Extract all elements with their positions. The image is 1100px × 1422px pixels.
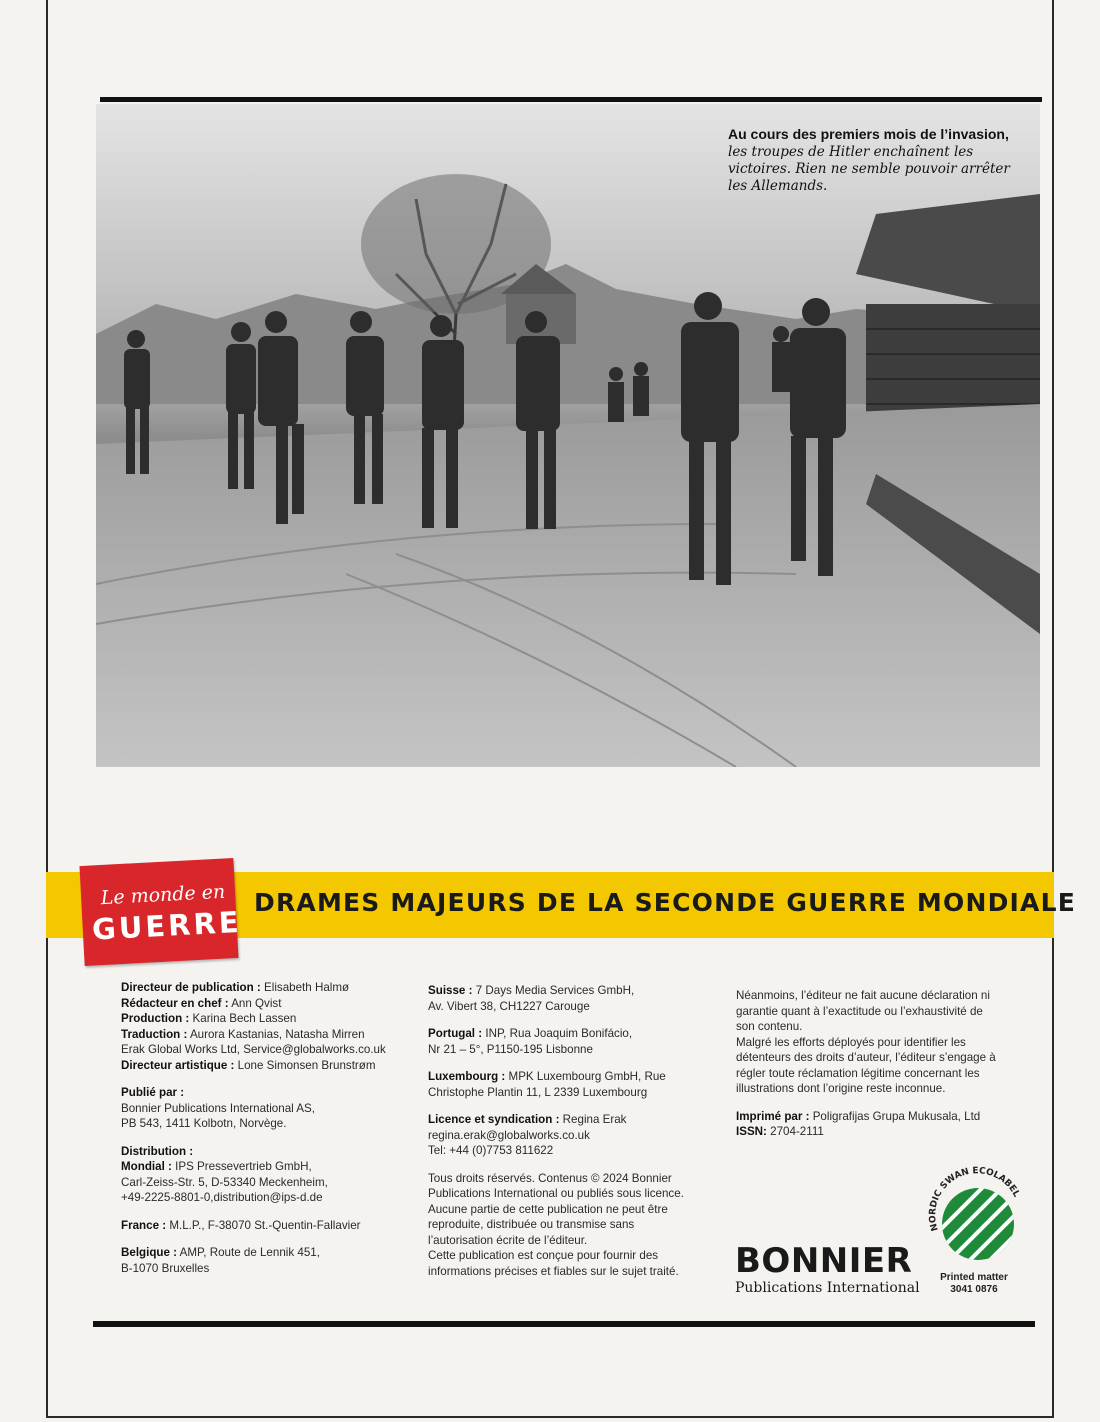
label: Belgique : [121, 1246, 178, 1259]
caption-lead: Au cours des premiers mois de l’invasion, [728, 126, 1009, 142]
credits-column-1 [121, 980, 421, 1288]
value: Tel: +44 (0)7753 811622 [428, 1144, 554, 1157]
value: PB 543, 1411 Kolbotn, Norvège. [121, 1117, 287, 1130]
printed-line-1: Printed matter [940, 1272, 1008, 1283]
disclaimer-line: détenteurs des droits d’auteur, l’éditeur s’engage à [736, 1051, 996, 1064]
photo-illustration [96, 104, 1040, 767]
top-rule [100, 97, 1042, 102]
disclaimer-line: régler toute réclamation légitime concernant les [736, 1066, 980, 1080]
ecolabel-text: NORDIC SWAN ECOLABEL [928, 1166, 1022, 1233]
disclaimer-line: Néanmoins, l’éditeur ne fait aucune déclaration ni [736, 989, 990, 1002]
label: Directeur de publication : [121, 981, 261, 994]
value: Poligrafijas Grupa Mukusala, Ltd [812, 1109, 981, 1123]
label: Suisse : [428, 984, 473, 997]
value: Bonnier Publications International AS, [121, 1101, 315, 1115]
value: regina.erak@globalworks.co.uk [428, 1128, 590, 1142]
label: Licence et syndication : [428, 1113, 560, 1126]
rights-line: Cette publication est conçue pour fournir des [428, 1249, 659, 1262]
disclaimer-line: son contenu. [736, 1020, 803, 1033]
logo-subtitle: Le monde en [100, 880, 226, 910]
photo-caption [728, 126, 1028, 195]
rights-line: Publications International ou publiés sous licence. [428, 1187, 684, 1200]
label: Publié par : [121, 1086, 185, 1099]
value: Elisabeth Halmø [264, 981, 350, 994]
bonnier-logo [735, 1241, 920, 1296]
disclaimer-line: garantie quant à l’exactitude ou l’exhaustivité de [736, 1004, 983, 1018]
rights-line: reproduite, distribuée ou transmise sans [428, 1218, 635, 1231]
value: Nr 21 – 5°, P1150-195 Lisbonne [428, 1042, 593, 1056]
bonnier-name: BONNIER [735, 1241, 913, 1281]
bottom-rule [93, 1321, 1035, 1327]
value: 7 Days Media Services GmbH, [475, 984, 635, 997]
value: Lone Simonsen Brunstrøm [237, 1058, 376, 1072]
le-monde-en-guerre-logo [82, 862, 243, 972]
label: ISSN: [736, 1125, 767, 1138]
value: Av. Vibert 38, CH1227 Carouge [428, 999, 590, 1013]
value: Carl-Zeiss-Str. 5, D-53340 Meckenheim, [121, 1175, 328, 1189]
value: Aurora Kastanias, Natasha Mirren [189, 1027, 365, 1041]
label: Directeur artistique : [121, 1058, 235, 1072]
rights-line: l’autorisation écrite de l’éditeur. [428, 1233, 588, 1247]
soldiers-photo [96, 104, 1040, 767]
label: Mondial : [121, 1160, 172, 1173]
value: B-1070 Bruxelles [121, 1261, 210, 1275]
value: 2704-2111 [770, 1125, 824, 1138]
label: Traduction : [121, 1027, 188, 1041]
credits-column-2 [428, 983, 718, 1291]
label: Luxembourg : [428, 1070, 506, 1083]
value: MPK Luxembourg GmbH, Rue [508, 1070, 666, 1083]
rights-line: informations précises et fiables sur le sujet traité. [428, 1264, 679, 1278]
logo-title: GUERRE [91, 904, 243, 947]
credits-column-3 [736, 988, 1026, 1152]
label: France : [121, 1218, 167, 1232]
disclaimer-line: illustrations dont l’origine reste inconnue. [736, 1082, 946, 1095]
nordic-swan-ecolabel-icon [920, 1160, 1032, 1272]
value: Regina Erak [562, 1113, 627, 1126]
value: Erak Global Works Ltd, Service@globalworks.co.uk [121, 1043, 386, 1056]
label: Rédacteur en chef : [121, 996, 229, 1010]
printed-matter [932, 1272, 1016, 1296]
label: Portugal : [428, 1027, 483, 1040]
label: Distribution : [121, 1144, 194, 1158]
caption-rest: les troupes de Hitler enchaînent les victoires. Rien ne semble pouvoir arrêter les Allemands. [728, 144, 1010, 194]
rights-line: Tous droits réservés. Contenus © 2024 Bonnier [428, 1171, 672, 1185]
bonnier-subtitle: Publications International [735, 1280, 920, 1296]
value: M.L.P., F-38070 St.-Quentin-Fallavier [169, 1218, 361, 1232]
label: Imprimé par : [736, 1109, 810, 1123]
disclaimer-line: Malgré les efforts déployés pour identifier les [736, 1035, 966, 1049]
value: Ann Qvist [231, 996, 282, 1010]
value: AMP, Route de Lennik 451, [179, 1246, 320, 1259]
value: IPS Pressevertrieb GmbH, [175, 1160, 312, 1173]
value: Christophe Plantin 11, L 2339 Luxembourg [428, 1085, 648, 1099]
series-title: DRAMES MAJEURS DE LA SECONDE GUERRE MONDIALE [254, 888, 1076, 917]
rights-line: Aucune partie de cette publication ne peut être [428, 1202, 668, 1216]
value: INP, Rua Joaquim Bonifácio, [485, 1027, 633, 1040]
value: Karina Bech Lassen [192, 1012, 297, 1025]
printed-line-2: 3041 0876 [950, 1284, 998, 1295]
label: Production : [121, 1012, 190, 1025]
value: +49-2225-8801-0,distribution@ips-d.de [121, 1191, 323, 1204]
